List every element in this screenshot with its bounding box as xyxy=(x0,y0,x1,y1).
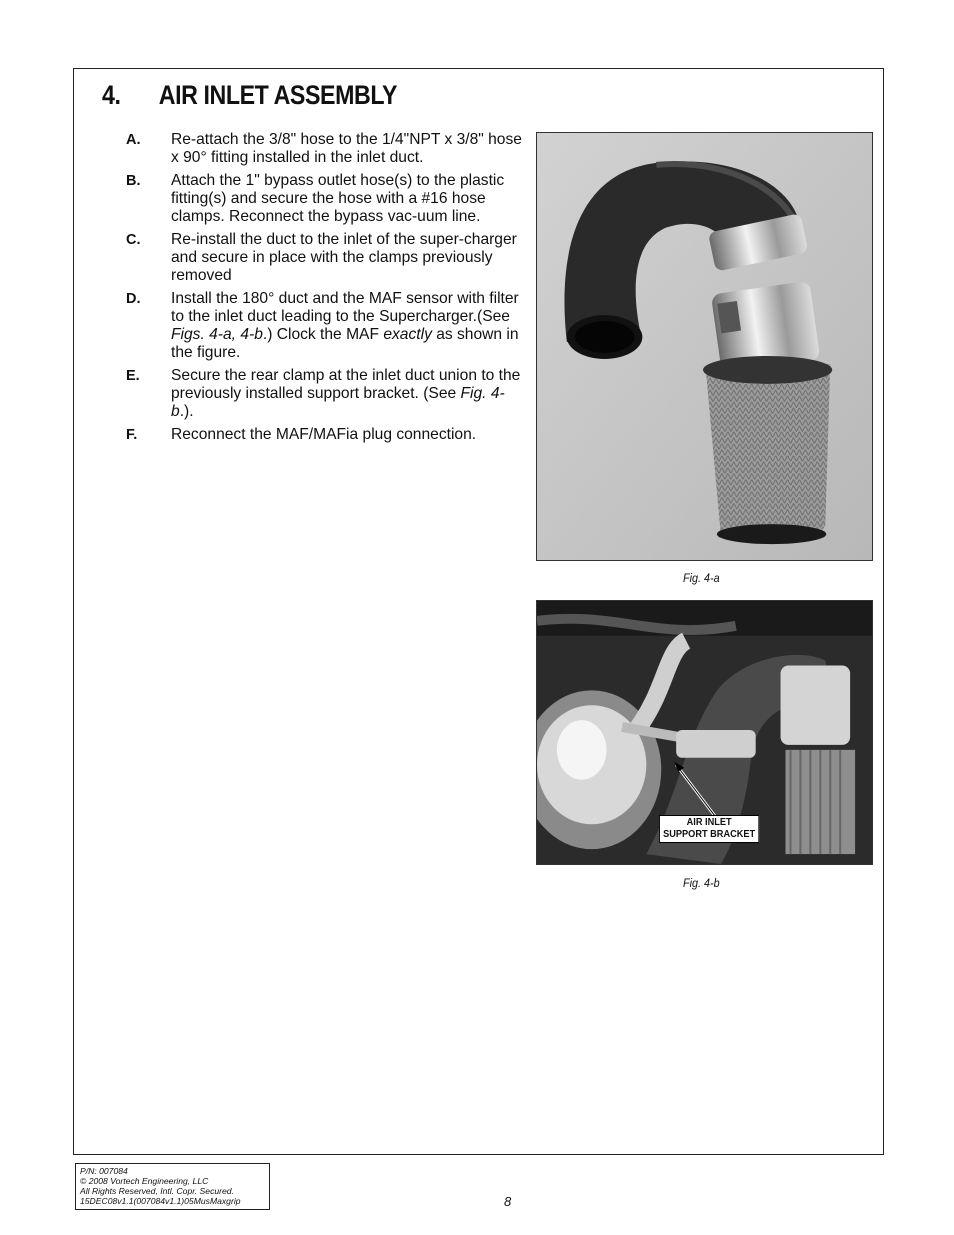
section-number: 4. xyxy=(102,80,121,110)
step-a xyxy=(126,131,526,167)
copyright: © 2008 Vortech Engineering, LLC xyxy=(80,1176,209,1186)
step-text: Re-attach the 3/8" hose to the 1/4"NPT x 3/8" hose x 90° fitting installed in the inlet duct. xyxy=(171,131,522,166)
figure-4b-caption: Fig. 4-b xyxy=(683,876,720,890)
page-number: 8 xyxy=(504,1194,512,1209)
step-text: Attach the 1" bypass outlet hose(s) to the plastic fitting(s) and secure the hose with a #16 hose clamps. Reconnect the bypass vac-uum line. xyxy=(171,172,505,225)
step-letter: E. xyxy=(126,368,140,384)
document-code: 15DEC08v1.1(007084v1.1)05MusMaxgrip xyxy=(80,1196,241,1206)
step-letter: A. xyxy=(126,132,141,148)
section-heading xyxy=(102,80,397,111)
step-text: Re-install the duct to the inlet of the super-charger and secure in place with the clamps previously removed xyxy=(171,231,517,284)
step-f xyxy=(126,426,526,444)
step-d xyxy=(126,290,526,362)
step-list xyxy=(126,131,526,449)
step-e xyxy=(126,367,526,421)
step-letter: F. xyxy=(126,427,138,443)
step-c xyxy=(126,231,526,285)
footer-info-box xyxy=(75,1163,270,1210)
step-text: Secure the rear clamp at the inlet duct union to the previously installed support bracket. (See Fig. 4-b.). xyxy=(171,367,521,420)
step-letter: D. xyxy=(126,291,141,307)
callout-air-inlet-support-bracket: AIR INLET SUPPORT BRACKET xyxy=(659,815,759,843)
rights-notice: All Rights Reserved, Intl. Copr. Secured. xyxy=(80,1186,234,1196)
step-letter: B. xyxy=(126,173,141,189)
step-letter: C. xyxy=(126,232,141,248)
figure-4a-photo xyxy=(536,132,873,561)
section-title: AIR INLET ASSEMBLY xyxy=(158,80,398,110)
part-number: P/N: 007084 xyxy=(80,1166,128,1176)
figure-4a-caption: Fig. 4-a xyxy=(683,571,720,585)
step-text: Reconnect the MAF/MAFia plug connection. xyxy=(171,426,477,443)
step-text: Install the 180° duct and the MAF sensor with filter to the inlet duct leading to the Supercharger.(See Figs. 4-a, 4-b.) Clock the MAF exactly as shown in the figure. xyxy=(171,290,519,361)
step-b xyxy=(126,172,526,226)
